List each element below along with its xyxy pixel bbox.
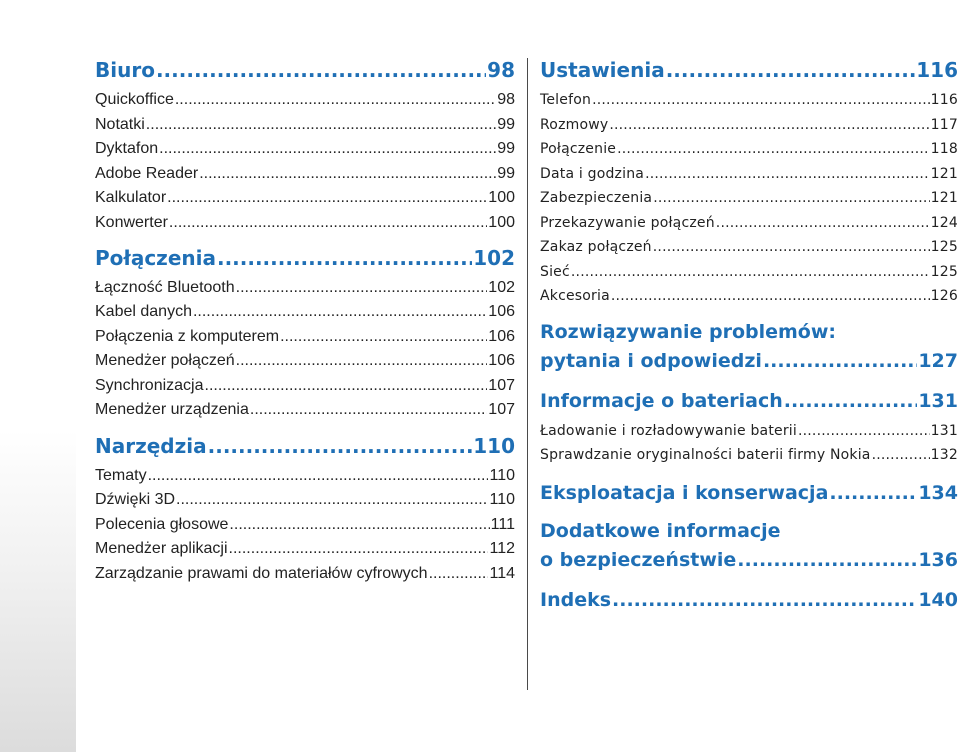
section-title: pytania i odpowiedzi [540,350,762,372]
toc-item[interactable] [95,466,515,486]
toc-item[interactable] [540,213,958,233]
item-page: 112 [489,540,515,557]
leader-dots [645,164,930,184]
item-page: 110 [489,467,515,484]
item-label: Menedżer urządzenia [95,401,249,418]
item-page: 125 [930,239,958,255]
leader-dots [592,90,930,110]
toc-item[interactable] [95,490,515,510]
item-label: Polecenia głosowe [95,516,229,533]
toc-item[interactable] [540,445,958,465]
item-page: 117 [930,117,958,133]
toc-item[interactable] [540,164,958,184]
toc-section-problemy-line1[interactable] [540,320,958,344]
item-label: Rozmowy [540,117,609,133]
leader-dots [229,539,489,559]
item-page: 126 [930,288,958,304]
item-page: 107 [488,401,515,418]
leader-dots [653,188,929,208]
toc-item[interactable] [540,188,958,208]
item-page: 100 [488,189,515,206]
item-label: Przekazywanie połączeń [540,215,715,231]
toc-item[interactable] [95,400,515,420]
section-page: 110 [473,434,515,458]
toc-item[interactable] [95,515,515,535]
item-label: Sprawdzanie oryginalności baterii firmy Nokia [540,447,871,463]
leader-dots [148,466,489,486]
leader-dots [716,213,930,233]
toc-section-polaczenia[interactable] [95,246,515,270]
item-label: Menedżer połączeń [95,352,235,369]
toc-section-baterie[interactable] [540,389,958,413]
leader-dots [280,327,487,347]
item-label: Kabel danych [95,303,192,320]
item-label: Data i godzina [540,166,645,182]
item-label: Połączenie [540,141,617,157]
item-page: 100 [488,214,515,231]
item-page: 121 [930,190,958,206]
item-page: 106 [488,352,515,369]
item-page: 99 [497,116,515,133]
item-page: 110 [489,491,515,508]
toc-item[interactable] [540,421,958,441]
leader-dots [666,58,916,82]
leader-dots [612,588,917,612]
item-page: 102 [488,279,515,296]
item-label: Akcesoria [540,288,610,304]
toc-item[interactable] [95,139,515,159]
section-title: Biuro [95,58,155,82]
item-page: 99 [497,165,515,182]
toc-item[interactable] [95,90,515,110]
section-title: Rozwiązywanie problemów: [540,321,837,343]
item-page: 106 [488,303,515,320]
toc-item[interactable] [540,115,958,135]
leader-dots [199,164,496,184]
leader-dots [429,564,489,584]
item-page: 107 [488,377,515,394]
leader-dots [193,302,487,322]
leader-dots [653,237,930,257]
leader-dots [609,115,929,135]
leader-dots [872,445,930,465]
leader-dots [611,286,930,306]
section-page: 116 [916,58,958,82]
item-label: Sieć [540,264,570,280]
leader-dots [763,349,917,373]
toc-item[interactable] [95,115,515,135]
section-page: 140 [918,589,958,611]
section-page: 127 [918,350,958,372]
section-title: Informacje o bateriach [540,390,783,412]
leader-dots [229,515,489,535]
leader-dots [205,376,488,396]
leader-dots [571,262,930,282]
section-title: Dodatkowe informacje [540,520,781,542]
item-label: Połączenia z komputerem [95,328,280,345]
item-label: Quickoffice [95,91,174,108]
section-title: Połączenia [95,246,216,270]
item-page: 131 [930,423,958,439]
leader-dots [167,188,487,208]
leader-dots [208,434,473,458]
section-title: Ustawienia [540,58,665,82]
item-page: 114 [489,565,515,582]
page-margin-shade [0,0,76,752]
item-page: 99 [497,140,515,157]
item-label: Tematy [95,467,147,484]
item-label: Zabezpieczenia [540,190,653,206]
toc-item[interactable] [540,262,958,282]
toc-item[interactable] [540,237,958,257]
leader-dots [250,400,487,420]
item-page: 125 [930,264,958,280]
toc-section-ustawienia[interactable] [540,58,958,82]
item-label: Adobe Reader [95,165,199,182]
leader-dots [798,421,930,441]
item-page: 132 [930,447,958,463]
item-label: Notatki [95,116,145,133]
leader-dots [156,58,486,82]
toc-section-eksploatacja[interactable] [540,481,958,505]
toc-item[interactable] [95,278,515,298]
section-page: 134 [918,482,958,504]
item-label: Menedżer aplikacji [95,540,228,557]
section-title: Indeks [540,589,612,611]
item-label: Łączność Bluetooth [95,279,235,296]
toc-item[interactable] [95,564,515,584]
item-page: 121 [930,166,958,182]
toc-item[interactable] [95,164,515,184]
section-page: 131 [918,390,958,412]
item-page: 116 [930,92,958,108]
toc-section-biuro[interactable] [95,58,515,82]
item-label: Konwerter [95,214,168,231]
toc-item[interactable] [95,539,515,559]
item-page: 124 [930,215,958,231]
section-title: o bezpieczeństwie [540,549,737,571]
leader-dots [737,548,917,572]
leader-dots [176,490,488,510]
item-page: 111 [490,516,515,533]
leader-dots [784,389,918,413]
item-label: Dyktafon [95,140,159,157]
toc-item[interactable] [95,351,515,371]
section-page: 102 [473,246,515,270]
item-label: Kalkulator [95,189,167,206]
item-page: 106 [488,328,515,345]
leader-dots [159,139,496,159]
item-label: Synchronizacja [95,377,204,394]
item-label: Telefon [540,92,592,108]
item-label: Dźwięki 3D [95,491,176,508]
leader-dots [169,213,487,233]
leader-dots [617,139,930,159]
item-label: Ładowanie i rozładowywanie baterii [540,423,797,439]
toc-item[interactable] [95,327,515,347]
toc-section-narzedzia[interactable] [95,434,515,458]
toc-item[interactable] [95,302,515,322]
section-title: Eksploatacja i konserwacja [540,482,829,504]
leader-dots [175,90,496,110]
toc-item[interactable] [95,376,515,396]
toc-section-bezpieczenstwo-line1[interactable] [540,519,958,543]
leader-dots [236,278,488,298]
item-page: 118 [930,141,958,157]
toc-item[interactable] [540,286,958,306]
item-label: Zarządzanie prawami do materiałów cyfrowych [95,565,428,582]
item-label: Zakaz połączeń [540,239,652,255]
toc-section-indeks[interactable] [540,588,958,612]
section-title: Narzędzia [95,434,207,458]
section-page: 136 [918,549,958,571]
column-divider [527,58,528,690]
toc-item[interactable] [95,188,515,208]
leader-dots [829,481,917,505]
toc-section-bezpieczenstwo[interactable] [540,548,958,572]
toc-item[interactable] [540,90,958,110]
leader-dots [236,351,488,371]
item-page: 98 [497,91,515,108]
leader-dots [146,115,496,135]
section-page: 98 [487,58,515,82]
toc-item[interactable] [540,139,958,159]
leader-dots [217,246,472,270]
toc-section-problemy[interactable] [540,349,958,373]
toc-item[interactable] [95,213,515,233]
